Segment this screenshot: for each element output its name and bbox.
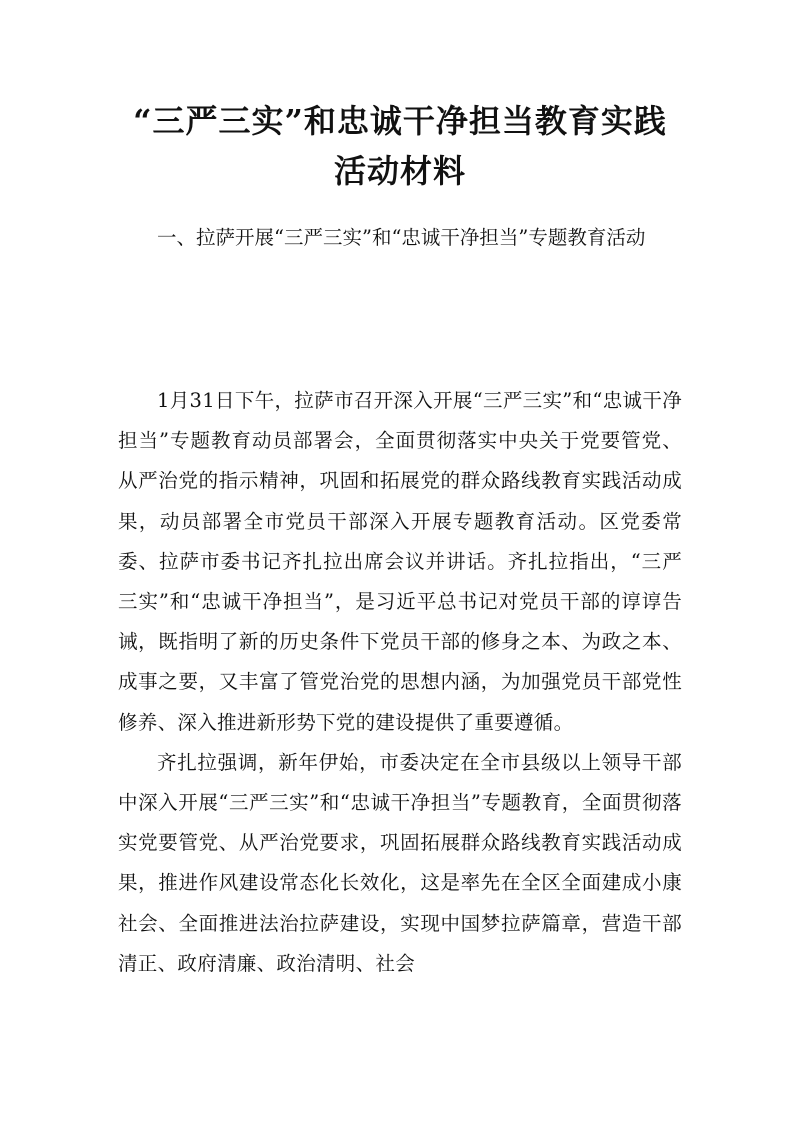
section-heading: 一、拉萨开展“三严三实”和“忠诚干净担当”专题教育活动 [157,226,646,249]
title-line-2: 活动材料 [333,152,466,190]
body-paragraph-1: 1月31日下午，拉萨市召开深入开展“三严三实”和“忠诚干净担当”专题教育动员部署会，全面贯彻落实中央关于党要管党、从严治党的指示精神，巩固和拓展党的群众路线教育实践活动成果，动员部署全市党员干部深入开展专题教育活动。区党委常委、拉萨市委书记齐扎拉出席会议并讲话。齐扎拉指出，“三严三实”和“忠诚干净担当”，是习近平总书记对党员干部的谆谆告诫，既指明了新的历史条件下党员干部的修身之本、为政之本、成事之要，又丰富了管党治党的思想内涵，为加强党员干部党性修养、深入推进新形势下党的建设提供了重要遵循。 [118,389,682,734]
document-title [118,96,682,196]
title-line-1: “三严三实”和忠诚干净担当教育实践 [133,102,667,140]
body-paragraph-2: 齐扎拉强调，新年伊始，市委决定在全市县级以上领导干部中深入开展“三严三实”和“忠诚干净担当”专题教育，全面贯彻落实党要管党、从严治党要求，巩固拓展群众路线教育实践活动成果，推进作风建设常态化长效化，这是率先在全区全面建成小康社会、全面推进法治拉萨建设，实现中国梦拉萨篇章，营造干部清正、政府清廉、政治清明、社会 [118,750,682,975]
